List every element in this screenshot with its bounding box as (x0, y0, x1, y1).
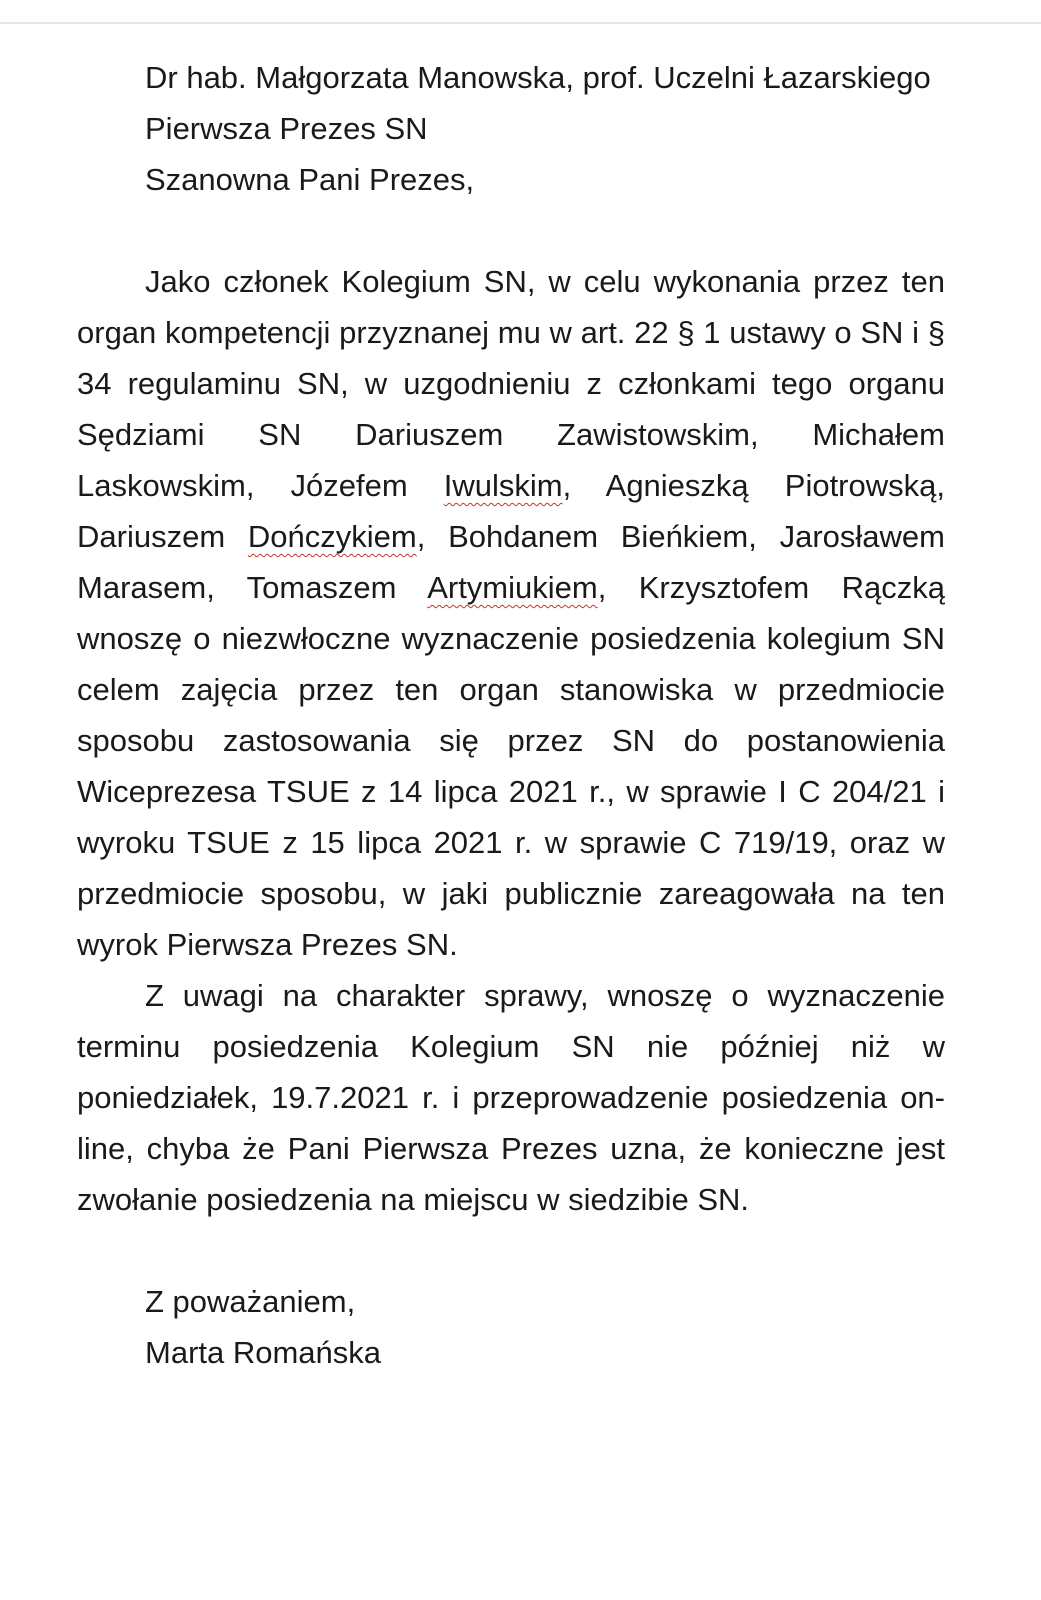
signature: Marta Romańska (145, 1335, 382, 1370)
recipient-title: Pierwsza Prezes SN (145, 111, 428, 146)
closing: Z poważaniem, (145, 1284, 356, 1319)
body-text: Jako członek Kolegium SN, w celu wykonania przez ten organ kompetencji przyznanej mu w art. 22 § 1 ustawy o SN i § 34 regulaminu SN, w uzgodnieniu z członkami tego organu Sędziami SN Dariuszem Zawistowskim, Michałem Laskowskim, Józefem (77, 264, 945, 503)
salutation: Szanowna Pani Prezes, (145, 162, 475, 197)
spacer (77, 205, 945, 256)
spellcheck-word: Artymiukiem (427, 570, 598, 605)
spellcheck-word: Iwulskim (443, 468, 563, 503)
body-text: , Agnieszką Piotrowską, Dariuszem (77, 468, 945, 554)
recipient-name: Dr hab. Małgorzata Manowska, prof. Uczelni Łazarskiego (145, 60, 931, 95)
body-paragraph-2: Z uwagi na charakter sprawy, wnoszę o wyznaczenie terminu posiedzenia Kolegium SN nie później niż w poniedziałek, 19.7.2021 r. i przeprowadzenie posiedzenia on-line, chyba że Pani Pierwsza Prezes uzna, że konieczne jest zwołanie posiedzenia na miejscu w siedzibie SN. (77, 978, 945, 1217)
spellcheck-word: Dończykiem (247, 519, 417, 554)
body-paragraph-1 (77, 256, 945, 970)
body-text: , Bohdanem Bieńkiem, Jarosławem Marasem, Tomaszem (77, 519, 945, 605)
top-bar (0, 0, 1041, 24)
spacer (77, 1225, 945, 1276)
letter-page (77, 52, 945, 1378)
body-text: , Krzysztofem Rączką wnoszę o niezwłoczne wyznaczenie posiedzenia kolegium SN celem zajęcia przez ten organ stanowiska w przedmiocie sposobu zastosowania się przez SN do postanowienia Wiceprezesa TSUE z 14 lipca 2021 r., w sprawie I C 204/21 i wyroku TSUE z 15 lipca 2021 r. w sprawie C 719/19, oraz w przedmiocie sposobu, w jaki publicznie zareagowała na ten wyrok Pierwsza Prezes SN. (77, 570, 945, 962)
